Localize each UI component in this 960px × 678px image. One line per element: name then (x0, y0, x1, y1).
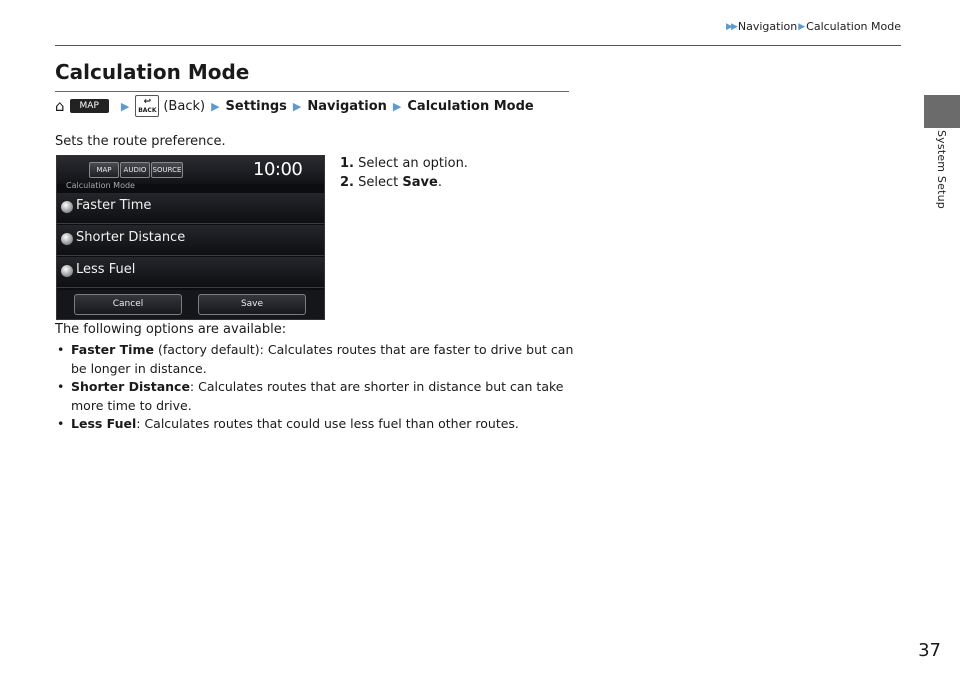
triangle-icon: ▶ (211, 99, 220, 113)
intro-text: Sets the route preference. (55, 134, 226, 149)
map-button[interactable]: MAP (89, 162, 119, 178)
screen-title: Calculation Mode (66, 181, 135, 190)
breadcrumb-item: Calculation Mode (806, 20, 901, 33)
breadcrumb-item: Navigation (737, 20, 798, 33)
page-title: Calculation Mode (55, 60, 250, 84)
radio-icon[interactable] (61, 201, 73, 213)
device-screen (56, 155, 325, 320)
section-tab-label: System Setup (935, 130, 948, 209)
map-key-icon: MAP (70, 99, 109, 113)
save-button[interactable]: Save (198, 294, 306, 315)
triangle-icon: ▶ (120, 99, 130, 113)
step-item: 1. Select an option. (340, 156, 468, 171)
back-key-icon: ↩ BACK (135, 95, 159, 117)
triangle-icon: ▶ (392, 99, 402, 113)
step-item: 2. Select Save. (340, 175, 442, 190)
breadcrumb (726, 20, 901, 33)
title-rule (55, 91, 569, 92)
triangle-icon: ▶ (798, 21, 806, 32)
bullet: • (57, 379, 65, 394)
bullet: • (57, 342, 65, 357)
radio-icon[interactable] (61, 233, 73, 245)
path-step: Navigation (307, 98, 387, 114)
bullet: • (57, 416, 65, 431)
path-step: Calculation Mode (407, 98, 534, 114)
radio-icon[interactable] (61, 265, 73, 277)
option-shorter-distance[interactable] (57, 225, 324, 256)
option-label: Shorter Distance (76, 230, 186, 245)
options-intro: The following options are available: (55, 322, 287, 337)
source-button[interactable]: SOURCE (151, 162, 183, 178)
option-label: Faster Time (76, 198, 152, 213)
back-label: (Back) (163, 98, 206, 114)
option-list (55, 341, 575, 434)
option-label: Less Fuel (76, 262, 136, 277)
list-item: • Less Fuel: Calculates routes that could use less fuel than other routes. (55, 415, 575, 434)
clock: 10:00 (253, 159, 303, 180)
home-icon: ⌂ (55, 97, 65, 115)
navigation-path (55, 96, 534, 116)
page-number: 37 (918, 640, 941, 661)
option-faster-time[interactable] (57, 193, 324, 224)
audio-button[interactable]: AUDIO (120, 162, 150, 178)
list-item: • Shorter Distance: Calculates routes that are shorter in distance but can take more time to drive. (57, 379, 564, 413)
path-step: Settings (225, 98, 287, 114)
option-less-fuel[interactable] (57, 257, 324, 288)
header-rule (55, 45, 901, 46)
double-triangle-icon: ▶▶ (726, 21, 736, 32)
section-tab (924, 95, 960, 128)
cancel-button[interactable]: Cancel (74, 294, 182, 315)
list-item: • Faster Time (factory default): Calculates routes that are faster to drive but can be longer in distance. (57, 342, 574, 376)
procedure-steps (340, 154, 468, 192)
triangle-icon: ▶ (292, 99, 302, 113)
